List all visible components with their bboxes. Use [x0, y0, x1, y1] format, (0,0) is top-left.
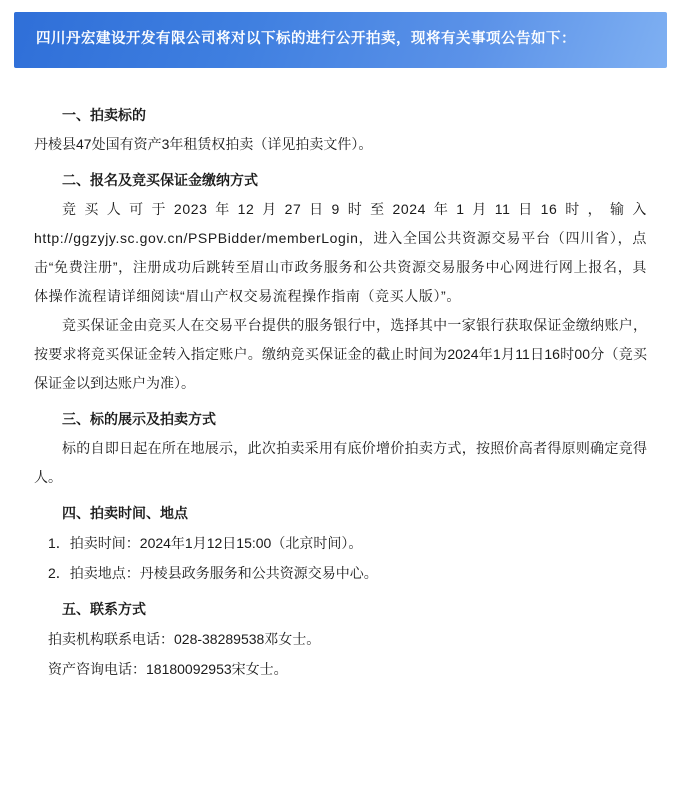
section-1-paragraph-1: 丹棱县47处国有资产3年租赁权拍卖（详见拍卖文件）。 [34, 136, 373, 152]
section-heading-1: 一、拍卖标的 [62, 107, 146, 123]
section-2-paragraph-2: 竞买保证金由竞买人在交易平台提供的服务银行中，选择其中一家银行获取保证金缴纳账户，按要求将竞买保证金转入指定账户。缴纳竞买保证金的截止时间为2024年1月11日16时00分（竞买保证金以到达账户为准）。 [34, 317, 647, 391]
section-heading-4: 四、拍卖时间、地点 [62, 505, 188, 521]
section-4-item-1: 1．拍卖时间：2024年1月12日15:00（北京时间）。 [48, 535, 363, 551]
header-banner [14, 12, 667, 68]
page-title: 四川丹宏建设开发有限公司将对以下标的进行公开拍卖，现将有关事项公告如下： [36, 31, 576, 47]
section-3-paragraph-1: 标的自即日起在所在地展示，此次拍卖采用有底价增价拍卖方式，按照价高者得原则确定竞得人。 [34, 440, 647, 485]
section-heading-5: 五、联系方式 [62, 601, 146, 617]
section-heading-2: 二、报名及竞买保证金缴纳方式 [62, 172, 258, 188]
section-5-item-2: 资产咨询电话：18180092953宋女士。 [48, 661, 288, 677]
section-2-paragraph-1: 竞买人可于2023年12月27日9时至2024年1月11日16时，输入http://ggzyjy.sc.gov.cn/PSPBidder/memberLogin，进入全国公共资源交易平台（四川省），点击“免费注册”，注册成功后跳转至眉山市政务服务和公共资源交易服务中心网进行网上报名，具体操作流程请详细阅读“眉山产权交易流程操作指南（竞买人版）”。 [34, 201, 647, 304]
announcement-page [0, 12, 681, 785]
section-4-item-2: 2．拍卖地点：丹棱县政务服务和公共资源交易中心。 [48, 565, 378, 581]
section-heading-3: 三、标的展示及拍卖方式 [62, 411, 216, 427]
section-5-item-1: 拍卖机构联系电话：028-38289538邓女士。 [48, 631, 321, 647]
announcement-body [0, 68, 681, 684]
